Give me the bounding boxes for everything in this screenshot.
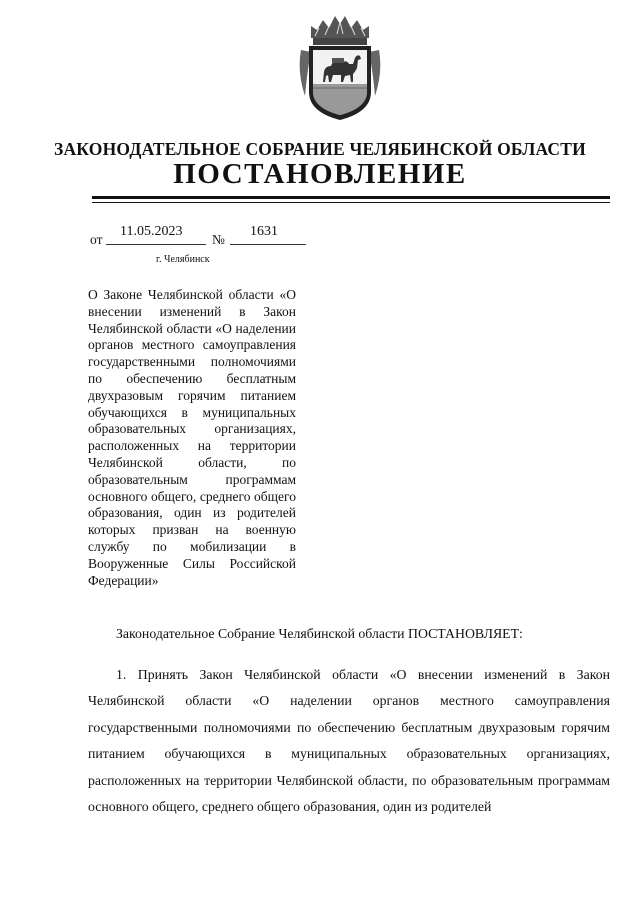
organization-name: ЗАКОНОДАТЕЛЬНОЕ СОБРАНИЕ ЧЕЛЯБИНСКОЙ ОБЛАСТИ bbox=[54, 139, 586, 159]
paragraph-1: 1. Принять Закон Челябинской области «О внесении изменений в Закон Челябинской области «О наделении органов местного самоуправления государственными полномочиями по обеспечению бесплатным двухразовым горячим питанием обучающихся в муниципальных образовательных организациях, расположенных на территории Челябинской области, по образовательным программам основного общего, среднего общего образования, один из родителей bbox=[88, 667, 610, 815]
document-date: 11.05.2023 bbox=[120, 224, 183, 239]
document-subject-title: О Законе Челябинской области «О внесении изменений в Закон Челябинской области «О наделении органов местного самоуправления государственными полномочиями по обеспечению бесплатным двухразовым горячим питанием обучающихся в муниципальных образовательных организациях, расположенных на территории Челябинской области, по образовательным программам основного общего, среднего общего образования, один из родителей которых призван на военную службу по мобилизации в Вооруженные Силы Российской Федерации» bbox=[88, 287, 296, 588]
chelyabinsk-coat-of-arms-icon bbox=[297, 12, 383, 124]
document-number: 1631 bbox=[250, 224, 278, 239]
preamble-text: Законодательное Собрание Челябинской области ПОСТАНОВЛЯЕТ: bbox=[116, 626, 523, 641]
date-number-row bbox=[88, 224, 318, 254]
number-label: № bbox=[212, 232, 225, 247]
date-line bbox=[106, 244, 206, 245]
from-label: от bbox=[90, 232, 103, 247]
document-type-title: ПОСТАНОВЛЕНИЕ bbox=[173, 158, 467, 190]
number-line bbox=[230, 244, 306, 245]
header-rule-thick bbox=[92, 196, 610, 199]
header-rule-thin bbox=[92, 202, 610, 203]
city-label: г. Челябинск bbox=[156, 254, 210, 265]
